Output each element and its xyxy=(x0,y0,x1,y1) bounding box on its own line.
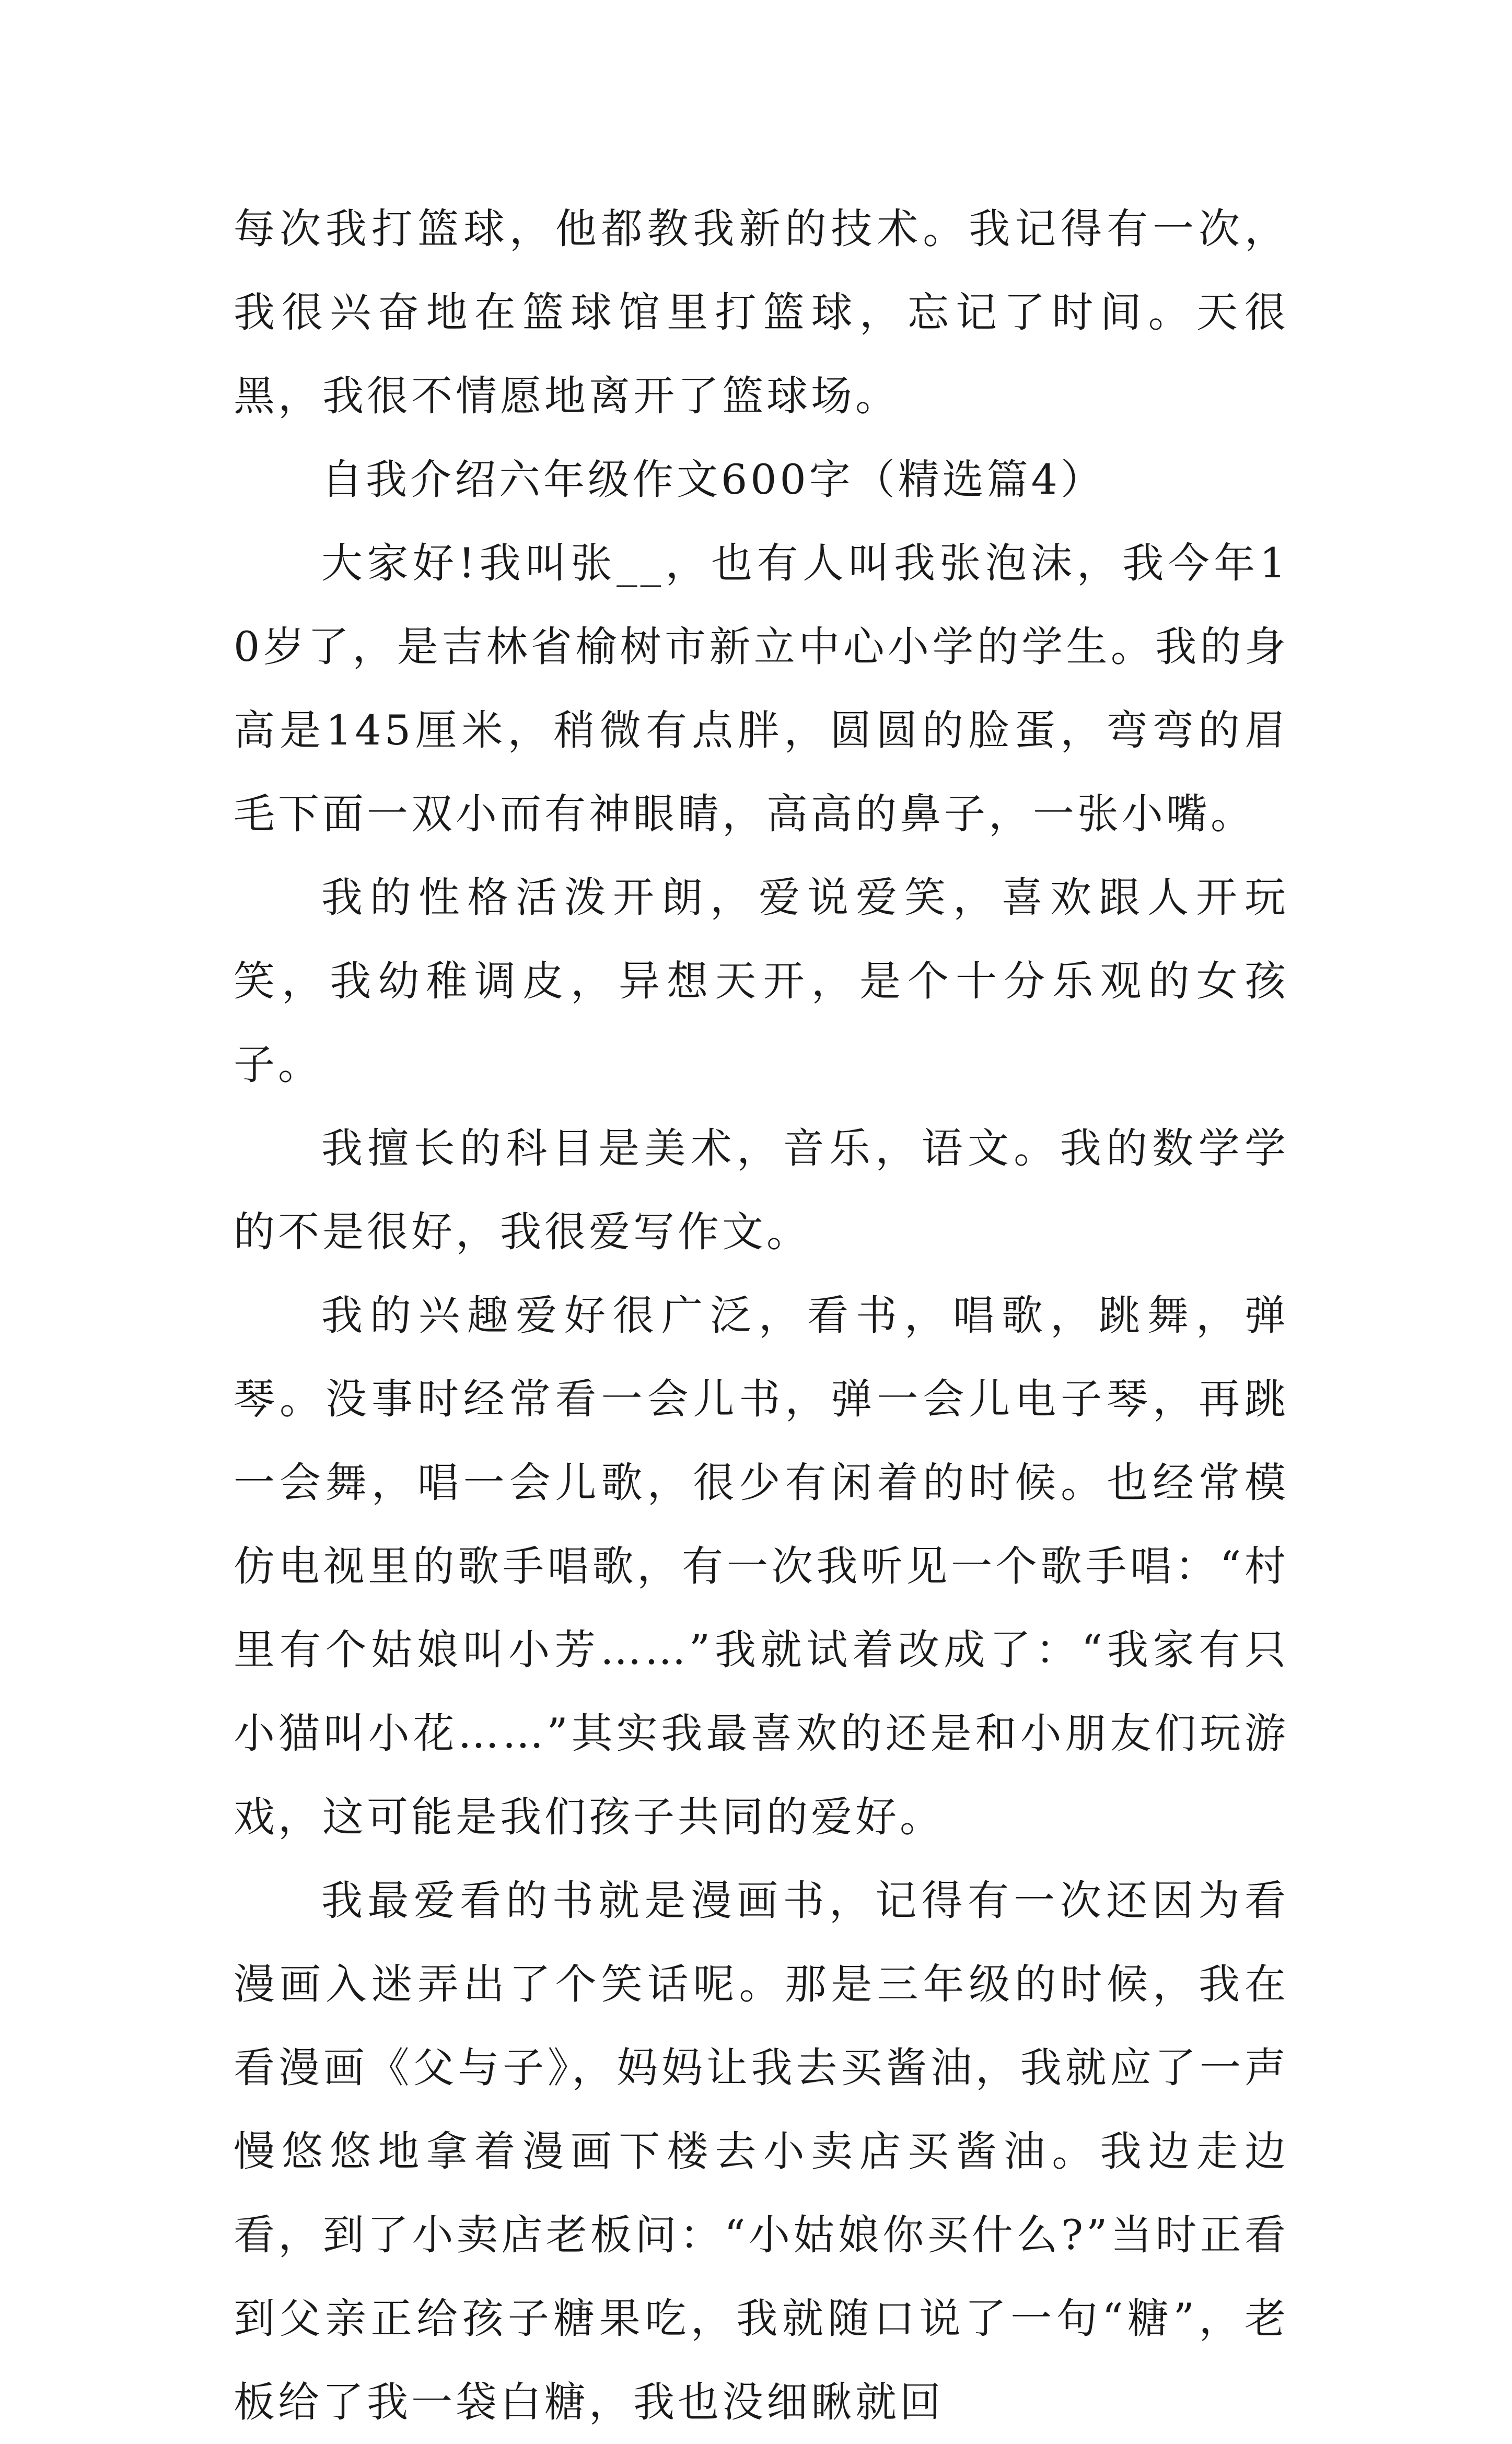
paragraph-comics-story: 我最爱看的书就是漫画书，记得有一次还因为看漫画入迷弄出了个笑话呢。那是三年级的时候，我在看漫画《父与子》，妈妈让我去买酱油，我就应了一声慢悠悠地拿着漫画下楼去小卖店买酱油。我边走边看，到了小卖店老板问：“小姑娘你买什么?”当时正看到父亲正给孩子糖果吃，我就随口说了一句“糖”，老板给了我一袋白糖，我也没细瞅就回 xyxy=(234,1877,1289,2426)
paragraph-introduction: 大家好!我叫张__，也有人叫我张泡沫，我今年10岁了，是吉林省榆树市新立中心小学的学生。我的身高是145厘米，稍微有点胖，圆圆的脸蛋，弯弯的眉毛下面一双小而有神眼睛，高高的鼻子，一张小嘴。 xyxy=(234,539,1289,838)
paragraph-hobbies: 我的兴趣爱好很广泛，看书，唱歌，跳舞，弹琴。没事时经常看一会儿书，弹一会儿电子琴，再跳一会舞，唱一会儿歌，很少有闲着的时候。也经常模仿电视里的歌手唱歌，有一次我听见一个歌手唱：“村里有个姑娘叫小芳……”我就试着改成了：“我家有只小猫叫小花……”其实我最喜欢的还是和小朋友们玩游戏，这可能是我们孩子共同的爱好。 xyxy=(234,1291,1289,1841)
paragraph-subjects: 我擅长的科目是美术，音乐，语文。我的数学学的不是很好，我很爱写作文。 xyxy=(234,1124,1289,1256)
paragraph-personality: 我的性格活泼开朗，爱说爱笑，喜欢跟人开玩笑，我幼稚调皮，异想天开，是个十分乐观的女孩子。 xyxy=(234,874,1289,1089)
document-body xyxy=(234,187,1289,2444)
section-heading: 自我介绍六年级作文600字（精选篇4） xyxy=(321,456,1106,504)
paragraph-continuation: 每次我打篮球，他都教我新的技术。我记得有一次，我很兴奋地在篮球馆里打篮球，忘记了时间。天很黑，我很不情愿地离开了篮球场。 xyxy=(234,205,1289,420)
